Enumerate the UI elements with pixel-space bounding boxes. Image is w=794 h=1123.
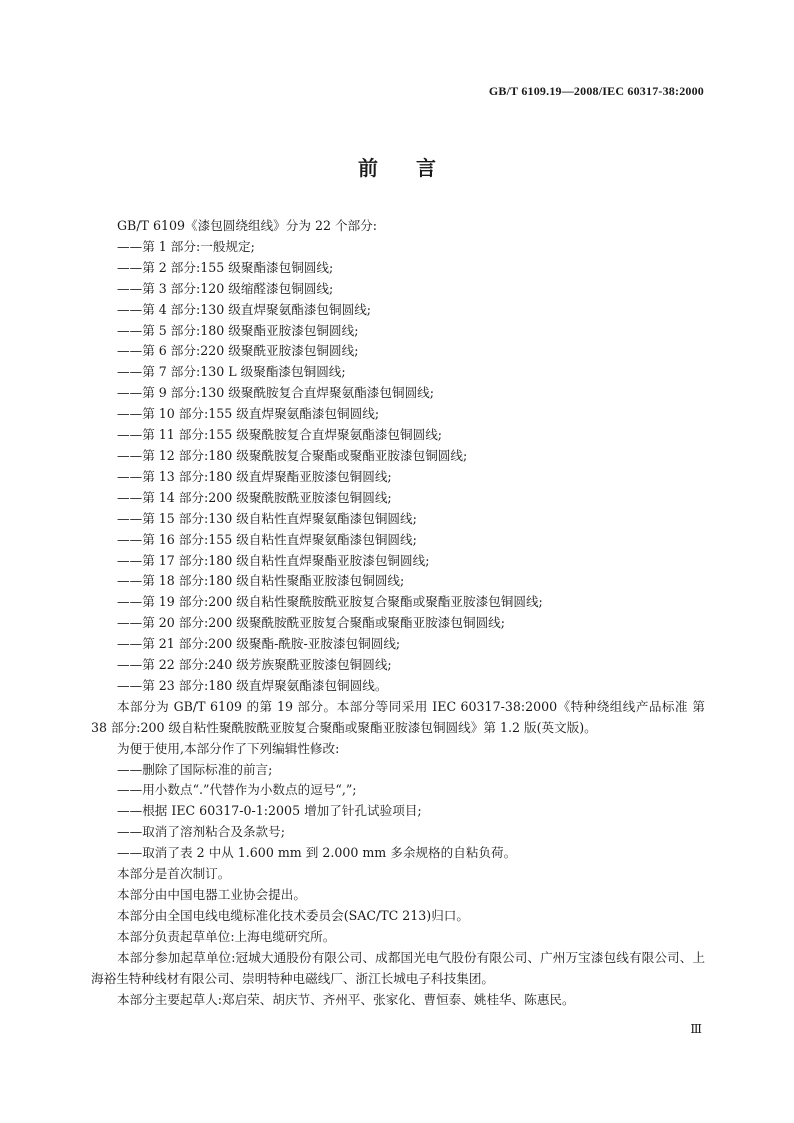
- modifications-intro: 为便于使用,本部分作了下列编辑性修改:: [117, 740, 340, 756]
- equivalence-paragraph: 本部分为 GB/T 6109 的第 19 部分。本部分等同采用 IEC 60317-38:2000《特种绕组线产品标准 第 38 部分:200 级自粘性聚酰胺酰亚胺复合聚酯或聚酯亚胺漆包铜圆线》第 1.2 版(英文版)。: [91, 698, 705, 735]
- list-item: ——第 2 部分:155 级聚酯漆包铜圆线;: [117, 259, 334, 275]
- list-item: ——第 18 部分:180 级自粘性聚酯亚胺漆包铜圆线;: [117, 573, 405, 589]
- list-item: ——第 10 部分:155 级直焊聚氨酯漆包铜圆线;: [117, 406, 380, 422]
- proposed-by-note: 本部分由中国电器工业协会提出。: [117, 887, 306, 902]
- list-item: ——删除了国际标准的前言;: [117, 761, 273, 777]
- parts-intro: GB/T 6109《漆包圆绕组线》分为 22 个部分:: [117, 218, 378, 233]
- page-number: Ⅲ: [690, 1022, 702, 1036]
- list-item: ——取消了溶剂粘合及条款号;: [117, 824, 285, 840]
- list-item: ——第 20 部分:200 级聚酰胺酰亚胺复合聚酯或聚酯亚胺漆包铜圆线;: [117, 615, 505, 631]
- list-item: ——第 14 部分:200 级聚酰胺酰亚胺漆包铜圆线;: [117, 489, 392, 505]
- main-drafters-note: 本部分主要起草人:郑启荣、胡庆节、齐州平、张家化、曹恒泰、姚桂华、陈惠民。: [117, 991, 575, 1007]
- list-item: ——第 4 部分:130 级直焊聚氨酯漆包铜圆线;: [117, 301, 372, 317]
- list-item: ——第 13 部分:180 级直焊聚酯亚胺漆包铜圆线;: [117, 468, 392, 484]
- list-item: ——第 9 部分:130 级聚酰胺复合直焊聚氨酯漆包铜圆线;: [117, 385, 435, 401]
- list-item: ——第 15 部分:130 级自粘性直焊聚氨酯漆包铜圆线;: [117, 510, 417, 526]
- first-issue-note: 本部分是首次制订。: [117, 866, 231, 882]
- document-body: [91, 216, 705, 1010]
- standard-number-header: GB/T 6109.19—2008/IEC 60317-38:2000: [488, 84, 704, 98]
- participating-drafters-note: 本部分参加起草单位:冠城大通股份有限公司、成都国光电气股份有限公司、广州万宝漆包线有限公司、上海裕生特种线材有限公司、崇明特种电磁线厂、浙江长城电子科技集团。: [91, 949, 705, 986]
- list-item: ——第 22 部分:240 级芳族聚酰亚胺漆包铜圆线;: [117, 657, 392, 673]
- list-item: ——用小数点“.”代替作为小数点的逗号“,”;: [117, 782, 357, 798]
- managed-by-note: 本部分由全国电线电缆标准化技术委员会(SAC/TC 213)归口。: [117, 907, 469, 923]
- list-item: ——第 3 部分:120 级缩醛漆包铜圆线;: [117, 280, 334, 296]
- list-item: ——取消了表 2 中从 1.600 mm 到 2.000 mm 多余规格的自粘负荷。: [117, 845, 517, 861]
- list-item: ——第 6 部分:220 级聚酰亚胺漆包铜圆线;: [117, 343, 359, 359]
- list-item: ——第 11 部分:155 级聚酰胺复合直焊聚氨酯漆包铜圆线;: [117, 427, 443, 443]
- parts-list: [91, 237, 705, 697]
- modifications-list: [91, 760, 705, 865]
- list-item: ——第 16 部分:155 级自粘性直焊聚氨酯漆包铜圆线;: [117, 531, 417, 547]
- list-item: ——第 21 部分:200 级聚酯-酰胺-亚胺漆包铜圆线;: [117, 636, 401, 652]
- list-item: ——第 7 部分:130 L 级聚酯漆包铜圆线;: [117, 364, 346, 380]
- responsible-drafter-note: 本部分负责起草单位:上海电缆研究所。: [117, 928, 336, 944]
- page-title: 前言: [358, 156, 474, 180]
- list-item: ——第 5 部分:180 级聚酯亚胺漆包铜圆线;: [117, 322, 359, 338]
- list-item: ——第 19 部分:200 级自粘性聚酰胺酰亚胺复合聚酯或聚酯亚胺漆包铜圆线;: [117, 594, 543, 610]
- list-item: ——第 1 部分:一般规定;: [117, 238, 255, 254]
- list-item: ——第 23 部分:180 级直焊聚氨酯漆包铜圆线。: [117, 677, 388, 693]
- list-item: ——第 12 部分:180 级聚酰胺复合聚酯或聚酯亚胺漆包铜圆线;: [117, 447, 468, 463]
- list-item: ——第 17 部分:180 级自粘性直焊聚酯亚胺漆包铜圆线;: [117, 552, 430, 568]
- list-item: ——根据 IEC 60317-0-1:2005 增加了针孔试验项目;: [117, 803, 422, 819]
